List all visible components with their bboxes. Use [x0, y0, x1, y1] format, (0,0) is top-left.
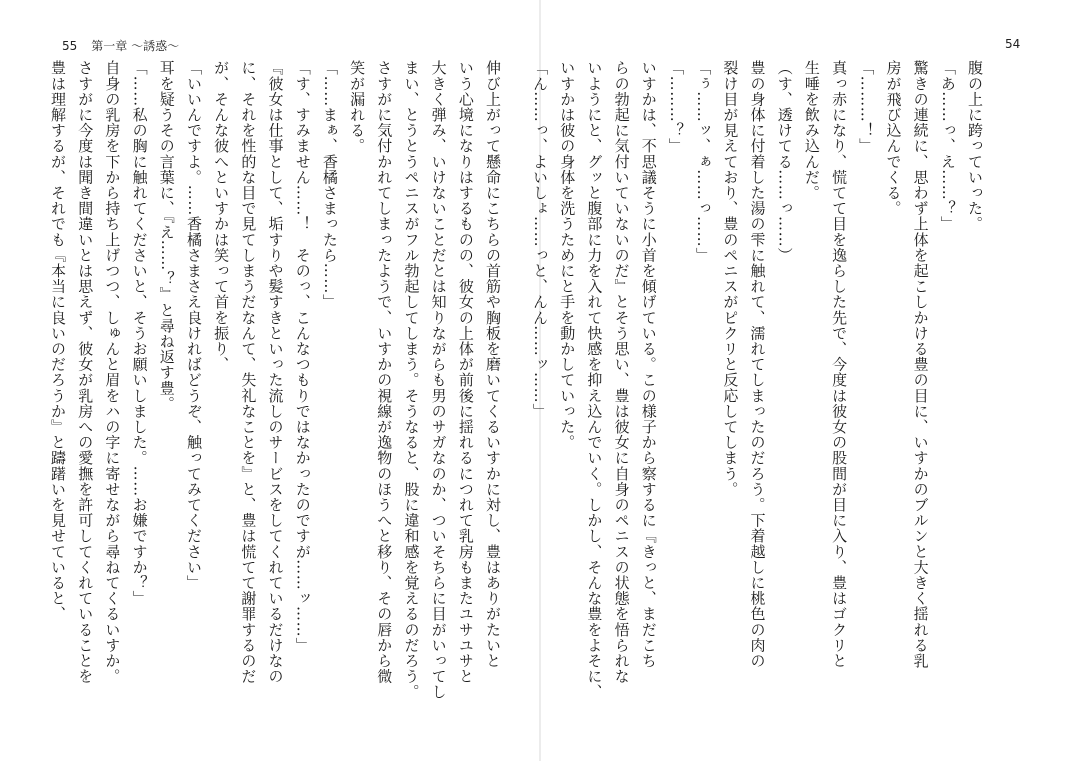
text-line: 裂け目が見えており、豊のペニスがピクリと反応してしまう。	[721, 60, 740, 497]
text-line: 「………？」	[666, 60, 685, 154]
right-page-number: 54	[1005, 37, 1021, 51]
text-line: 「す、すみません……！ そのっ、こんなつもりではなかったのですが……ッ……」	[293, 60, 312, 653]
text-line: 伸び上がって懸命にこちらの首筋や胸板を磨いてくるいすかに対し、豊はありがたいと	[484, 60, 502, 669]
text-line: いすかは、不思議そうに小首を傾げている。この様子から察するに『きっと、まだこち	[639, 60, 658, 669]
text-line: らの勃起に気付いていないのだ』とそう思い、豊は彼女に自身のペニスの状態を悟られな	[612, 60, 631, 684]
text-line: （す、透けてる……っ……）	[775, 60, 794, 263]
text-line: 「あ……っ、え……？」	[938, 60, 957, 232]
text-line: 「ん……っ、よいしょ……っと、んん……ッ……」	[531, 60, 549, 419]
text-line: 腹の上に跨っていった。	[966, 60, 984, 232]
text-line: さすがに今度は聞き間違いとは思えず、彼女が乳房への愛撫を許可してくれていることを	[76, 60, 95, 684]
text-line: いすかは彼の身体を洗うためにと手を動かしていった。	[558, 60, 577, 450]
text-line: 自身の乳房を下から持ち上げつつ、しゅんと眉をハの字に寄せながら尋ねてくるいすか。	[103, 60, 122, 684]
text-line: いう心境になりはするものの、彼女の上体が前後に揺れるにつれて乳房もまたユサユサと	[456, 60, 475, 684]
text-line: 豊の身体に付着した湯の雫に触れて、濡れてしまったのだろう。下着越しに桃色の肉の	[748, 60, 767, 669]
text-line: 『彼女は仕事として、垢すりや髪すきといった流しのサービスをしてくれているだけなの	[266, 60, 285, 684]
text-line: 「……私の胸に触れてくださいと、そうお願いしました。……お嫌ですか？」	[130, 60, 149, 606]
text-line: に、それを性的な目で見てしまうだなんて、失礼なことを』と、豊は慌てて謝罪するのだ	[239, 60, 258, 684]
text-line: いようにと、グッと腹部に力を入れて快感を抑え込んでいく。しかし、そんな豊をよそに、	[585, 60, 604, 700]
left-page-number: 55	[62, 39, 78, 53]
text-line: 笑が漏れる。	[348, 60, 367, 154]
left-page-text	[49, 60, 502, 730]
text-line: 生唾を飲み込んだ。	[802, 60, 821, 201]
text-line: 「ぅ……ッ、ぁ……っ……」	[694, 60, 713, 263]
text-line: 「………！」	[857, 60, 876, 154]
text-line: 耳を疑うその言葉に、『え……？』と尋ね返す豊。	[157, 60, 176, 412]
text-line: 真っ赤になり、慌てて目を逸らした先で、今度は彼女の股間が目に入り、豊はゴクリと	[830, 60, 849, 669]
text-line: が、そんな彼へといすかは笑って首を振り、	[212, 60, 231, 372]
right-page-text	[531, 60, 984, 730]
text-line: さすがに気付かれてしまったようで、いすかの視線が逸物のほうへと移り、その唇から微	[375, 60, 394, 684]
chapter-title: 第一章 〜誘惑〜	[91, 39, 180, 53]
text-line: 「いいんですよ。……香橘さまさえ良ければどうぞ、触ってみてください」	[184, 60, 203, 591]
text-line: 大きく弾み、いけないことだとは知りながらも男のサガなのか、ついそちらに目がいってし	[429, 60, 448, 700]
text-line: 「……まぁ、香橘さまったら……」	[320, 60, 339, 310]
text-line: 房が飛び込んでくる。	[884, 60, 903, 216]
text-line: まい、とうとうペニスがフル勃起してしまう。そうなると、股に違和感を覚えるのだろう。	[402, 60, 421, 700]
text-line: 驚きの連続に、思わず上体を起こしかける豊の目に、いすかのブルンと大きく揺れる乳	[911, 60, 930, 669]
left-page-header	[62, 37, 179, 54]
text-line: 豊は理解するが、それでも『本当に良いのだろうか』と躊躇いを見せていると、	[49, 60, 67, 622]
